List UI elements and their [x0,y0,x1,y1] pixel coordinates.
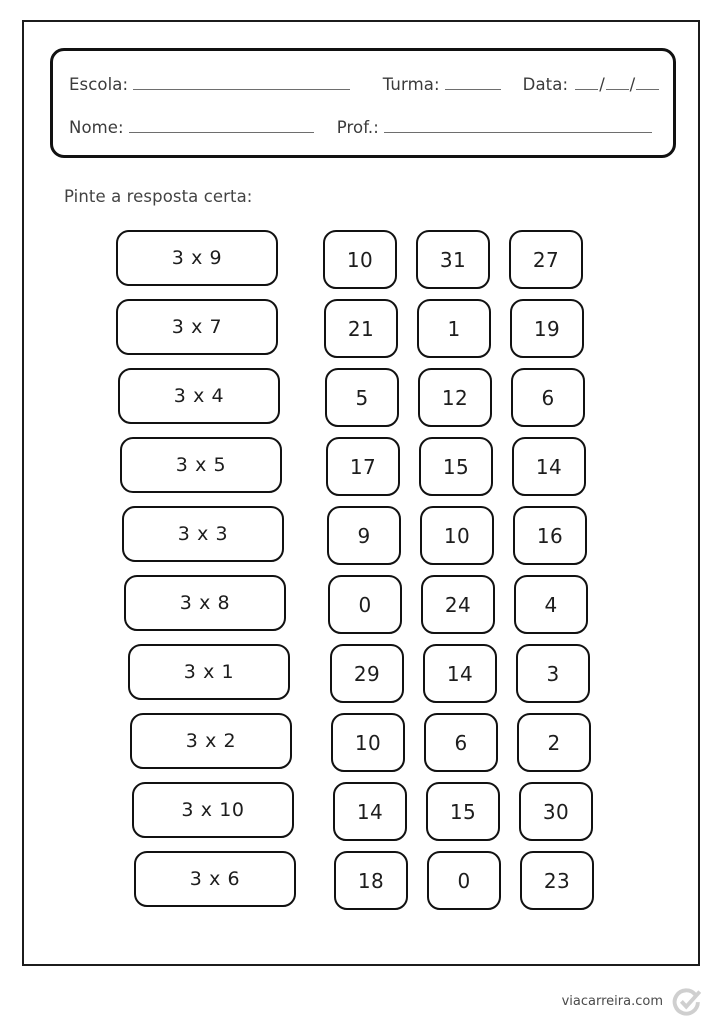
question-text: 3 x 4 [173,385,225,407]
turma-label: Turma: [382,75,440,94]
answer-option-box[interactable] [331,713,405,772]
question-box [116,230,278,286]
answer-option-box[interactable] [416,230,490,289]
answer-option-text: 14 [356,799,384,824]
answer-option-box[interactable] [516,644,590,703]
exercise-grid [24,230,702,920]
answer-option-box[interactable] [424,713,498,772]
answer-option-text: 12 [441,385,469,410]
exercise-row [24,299,702,368]
question-text: 3 x 9 [171,247,223,269]
exercise-row [24,782,702,851]
question-box [120,437,282,493]
answer-option-text: 14 [446,661,474,686]
nome-label: Nome: [69,118,124,137]
answer-option-box[interactable] [325,368,399,427]
question-text: 3 x 2 [185,730,237,752]
answer-option-box[interactable] [420,506,494,565]
answer-option-box[interactable] [330,644,404,703]
escola-input-line[interactable] [133,76,350,90]
answer-option-text: 10 [346,247,374,272]
answer-option-text: 31 [439,247,467,272]
date-separator-2: / [629,75,636,94]
answer-option-box[interactable] [520,851,594,910]
exercise-row [24,575,702,644]
question-box [130,713,292,769]
data-label: Data: [522,75,569,94]
question-box [116,299,278,355]
exercise-row [24,230,702,299]
question-box [132,782,294,838]
data-day-line[interactable] [575,76,598,90]
exercise-row [24,437,702,506]
answer-option-text: 10 [443,523,471,548]
question-text: 3 x 3 [177,523,229,545]
answer-option-text: 16 [536,523,564,548]
answer-option-text: 0 [358,592,372,617]
answer-option-text: 2 [547,730,561,755]
answer-option-text: 9 [357,523,371,548]
answer-option-text: 15 [442,454,470,479]
answer-option-box[interactable] [333,782,407,841]
answer-option-text: 0 [457,868,471,893]
answer-option-text: 17 [349,454,377,479]
question-box [118,368,280,424]
question-text: 3 x 10 [181,799,245,821]
answer-option-box[interactable] [323,230,397,289]
answer-option-box[interactable] [417,299,491,358]
answer-option-box[interactable] [513,506,587,565]
exercise-row [24,851,702,920]
turma-input-line[interactable] [445,76,502,90]
answer-option-text: 19 [533,316,561,341]
answer-option-text: 15 [449,799,477,824]
answer-option-box[interactable] [510,299,584,358]
question-text: 3 x 8 [179,592,231,614]
prof-input-line[interactable] [384,119,652,133]
answer-option-box[interactable] [334,851,408,910]
question-box [124,575,286,631]
question-box [122,506,284,562]
identification-row-bottom [69,118,659,137]
answer-option-box[interactable] [419,437,493,496]
answer-option-text: 1 [447,316,461,341]
answer-option-box[interactable] [517,713,591,772]
answer-option-box[interactable] [327,506,401,565]
identification-row-top [69,75,659,94]
answer-option-text: 30 [542,799,570,824]
answer-option-box[interactable] [427,851,501,910]
footer [0,978,724,1024]
answer-option-box[interactable] [421,575,495,634]
data-year-line[interactable] [636,76,659,90]
footer-site-label: viacarreira.com [561,993,663,1009]
answer-option-box[interactable] [426,782,500,841]
answer-option-box[interactable] [328,575,402,634]
answer-option-box[interactable] [511,368,585,427]
check-circle-icon [672,986,702,1016]
answer-option-box[interactable] [509,230,583,289]
nome-input-line[interactable] [129,119,314,133]
exercise-row [24,506,702,575]
answer-option-box[interactable] [423,644,497,703]
answer-option-text: 14 [535,454,563,479]
answer-option-text: 23 [543,868,571,893]
answer-option-text: 18 [357,868,385,893]
answer-option-text: 10 [354,730,382,755]
question-text: 3 x 6 [189,868,241,890]
prof-label: Prof.: [336,118,379,137]
exercise-row [24,644,702,713]
question-box [128,644,290,700]
answer-option-text: 4 [544,592,558,617]
answer-option-text: 24 [444,592,472,617]
answer-option-box[interactable] [519,782,593,841]
answer-option-text: 5 [355,385,369,410]
answer-option-box[interactable] [326,437,400,496]
exercise-row [24,368,702,437]
answer-option-text: 21 [347,316,375,341]
escola-label: Escola: [69,75,129,94]
answer-option-box[interactable] [514,575,588,634]
date-separator-1: / [599,75,605,94]
data-month-line[interactable] [606,76,629,90]
worksheet-page [22,20,700,966]
question-text: 3 x 7 [171,316,223,338]
answer-option-box[interactable] [418,368,492,427]
instruction-text: Pinte a resposta certa: [64,187,253,206]
question-text: 3 x 1 [183,661,235,683]
exercise-row [24,713,702,782]
answer-option-text: 6 [454,730,468,755]
answer-option-text: 6 [541,385,555,410]
answer-option-box[interactable] [324,299,398,358]
answer-option-box[interactable] [512,437,586,496]
answer-option-text: 3 [546,661,560,686]
answer-option-text: 27 [532,247,560,272]
student-identification-box [50,48,676,158]
answer-option-text: 29 [353,661,381,686]
question-text: 3 x 5 [175,454,227,476]
question-box [134,851,296,907]
